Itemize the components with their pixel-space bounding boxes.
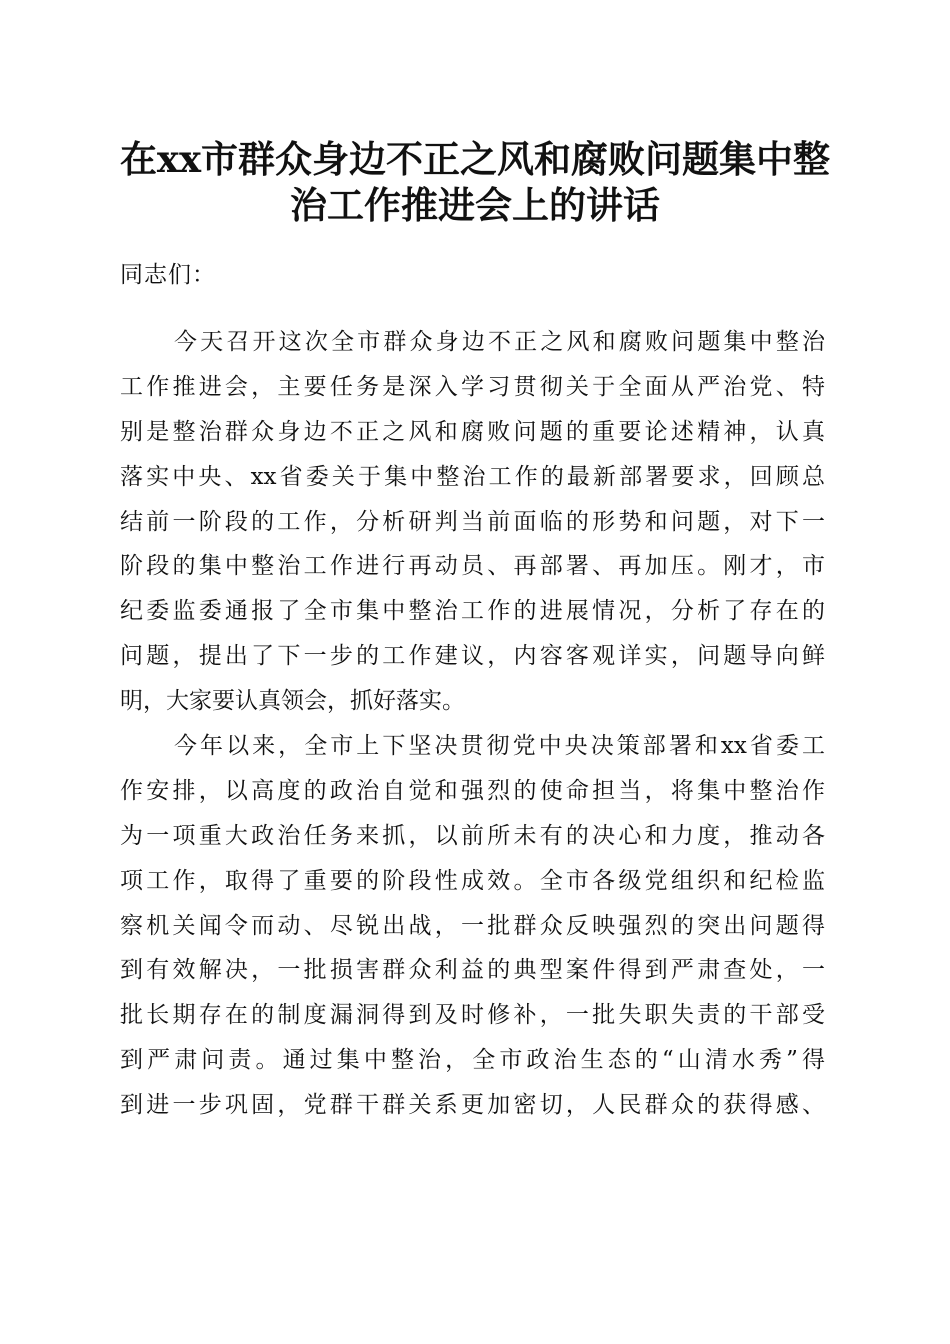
- text-line: 结前一阶段的工作，分析研判当前面临的形势和问题，对下一: [120, 508, 825, 535]
- paragraph-2: [120, 724, 825, 1128]
- title-line: 在xx市群众身边不正之风和腐败问题集中整: [119, 137, 831, 181]
- salutation: 同志们：: [120, 262, 216, 288]
- text-line: 今天召开这次全市群众身边不正之风和腐败问题集中整治: [174, 329, 825, 355]
- text-line: 别是整治群众身边不正之风和腐败问题的重要论述精神，认真: [120, 418, 825, 445]
- text-line: 批长期存在的制度漏洞得到及时修补，一批失职失责的干部受: [120, 1002, 825, 1029]
- text-line: 项工作，取得了重要的阶段性成效。全市各级党组织和纪检监: [120, 867, 825, 894]
- text-line: 到严肃问责。通过集中整治，全市政治生态的“山清水秀”得: [120, 1047, 825, 1074]
- document-title: [110, 136, 840, 228]
- text-line: 到进一步巩固，党群干群关系更加密切，人民群众的获得感、: [120, 1092, 825, 1119]
- text-line: 察机关闻令而动、尽锐出战，一批群众反映强烈的突出问题得: [120, 912, 825, 939]
- text-line: 工作推进会，主要任务是深入学习贯彻关于全面从严治党、特: [120, 373, 825, 400]
- text-line: 到有效解决，一批损害群众利益的典型案件得到严肃查处，一: [120, 957, 825, 984]
- text-line: 阶段的集中整治工作进行再动员、再部署、再加压。刚才，市: [120, 553, 825, 580]
- text-line: 作安排，以高度的政治自觉和强烈的使命担当，将集中整治作: [120, 777, 825, 804]
- text-line: 明，大家要认真领会，抓好落实。: [120, 688, 465, 715]
- text-line: 问题，提出了下一步的工作建议，内容客观详实，问题导向鲜: [120, 643, 825, 670]
- text-line: 为一项重大政治任务来抓，以前所未有的决心和力度，推动各: [120, 822, 825, 849]
- title-line: 治工作推进会上的讲话: [290, 183, 660, 227]
- text-line: 纪委监委通报了全市集中整治工作的进展情况，分析了存在的: [120, 598, 825, 625]
- text-line: 今年以来，全市上下坚决贯彻党中央决策部署和xx省委工: [174, 733, 825, 759]
- text-line: 落实中央、xx省委关于集中整治工作的最新部署要求，回顾总: [120, 463, 825, 490]
- paragraph-1: [120, 320, 825, 724]
